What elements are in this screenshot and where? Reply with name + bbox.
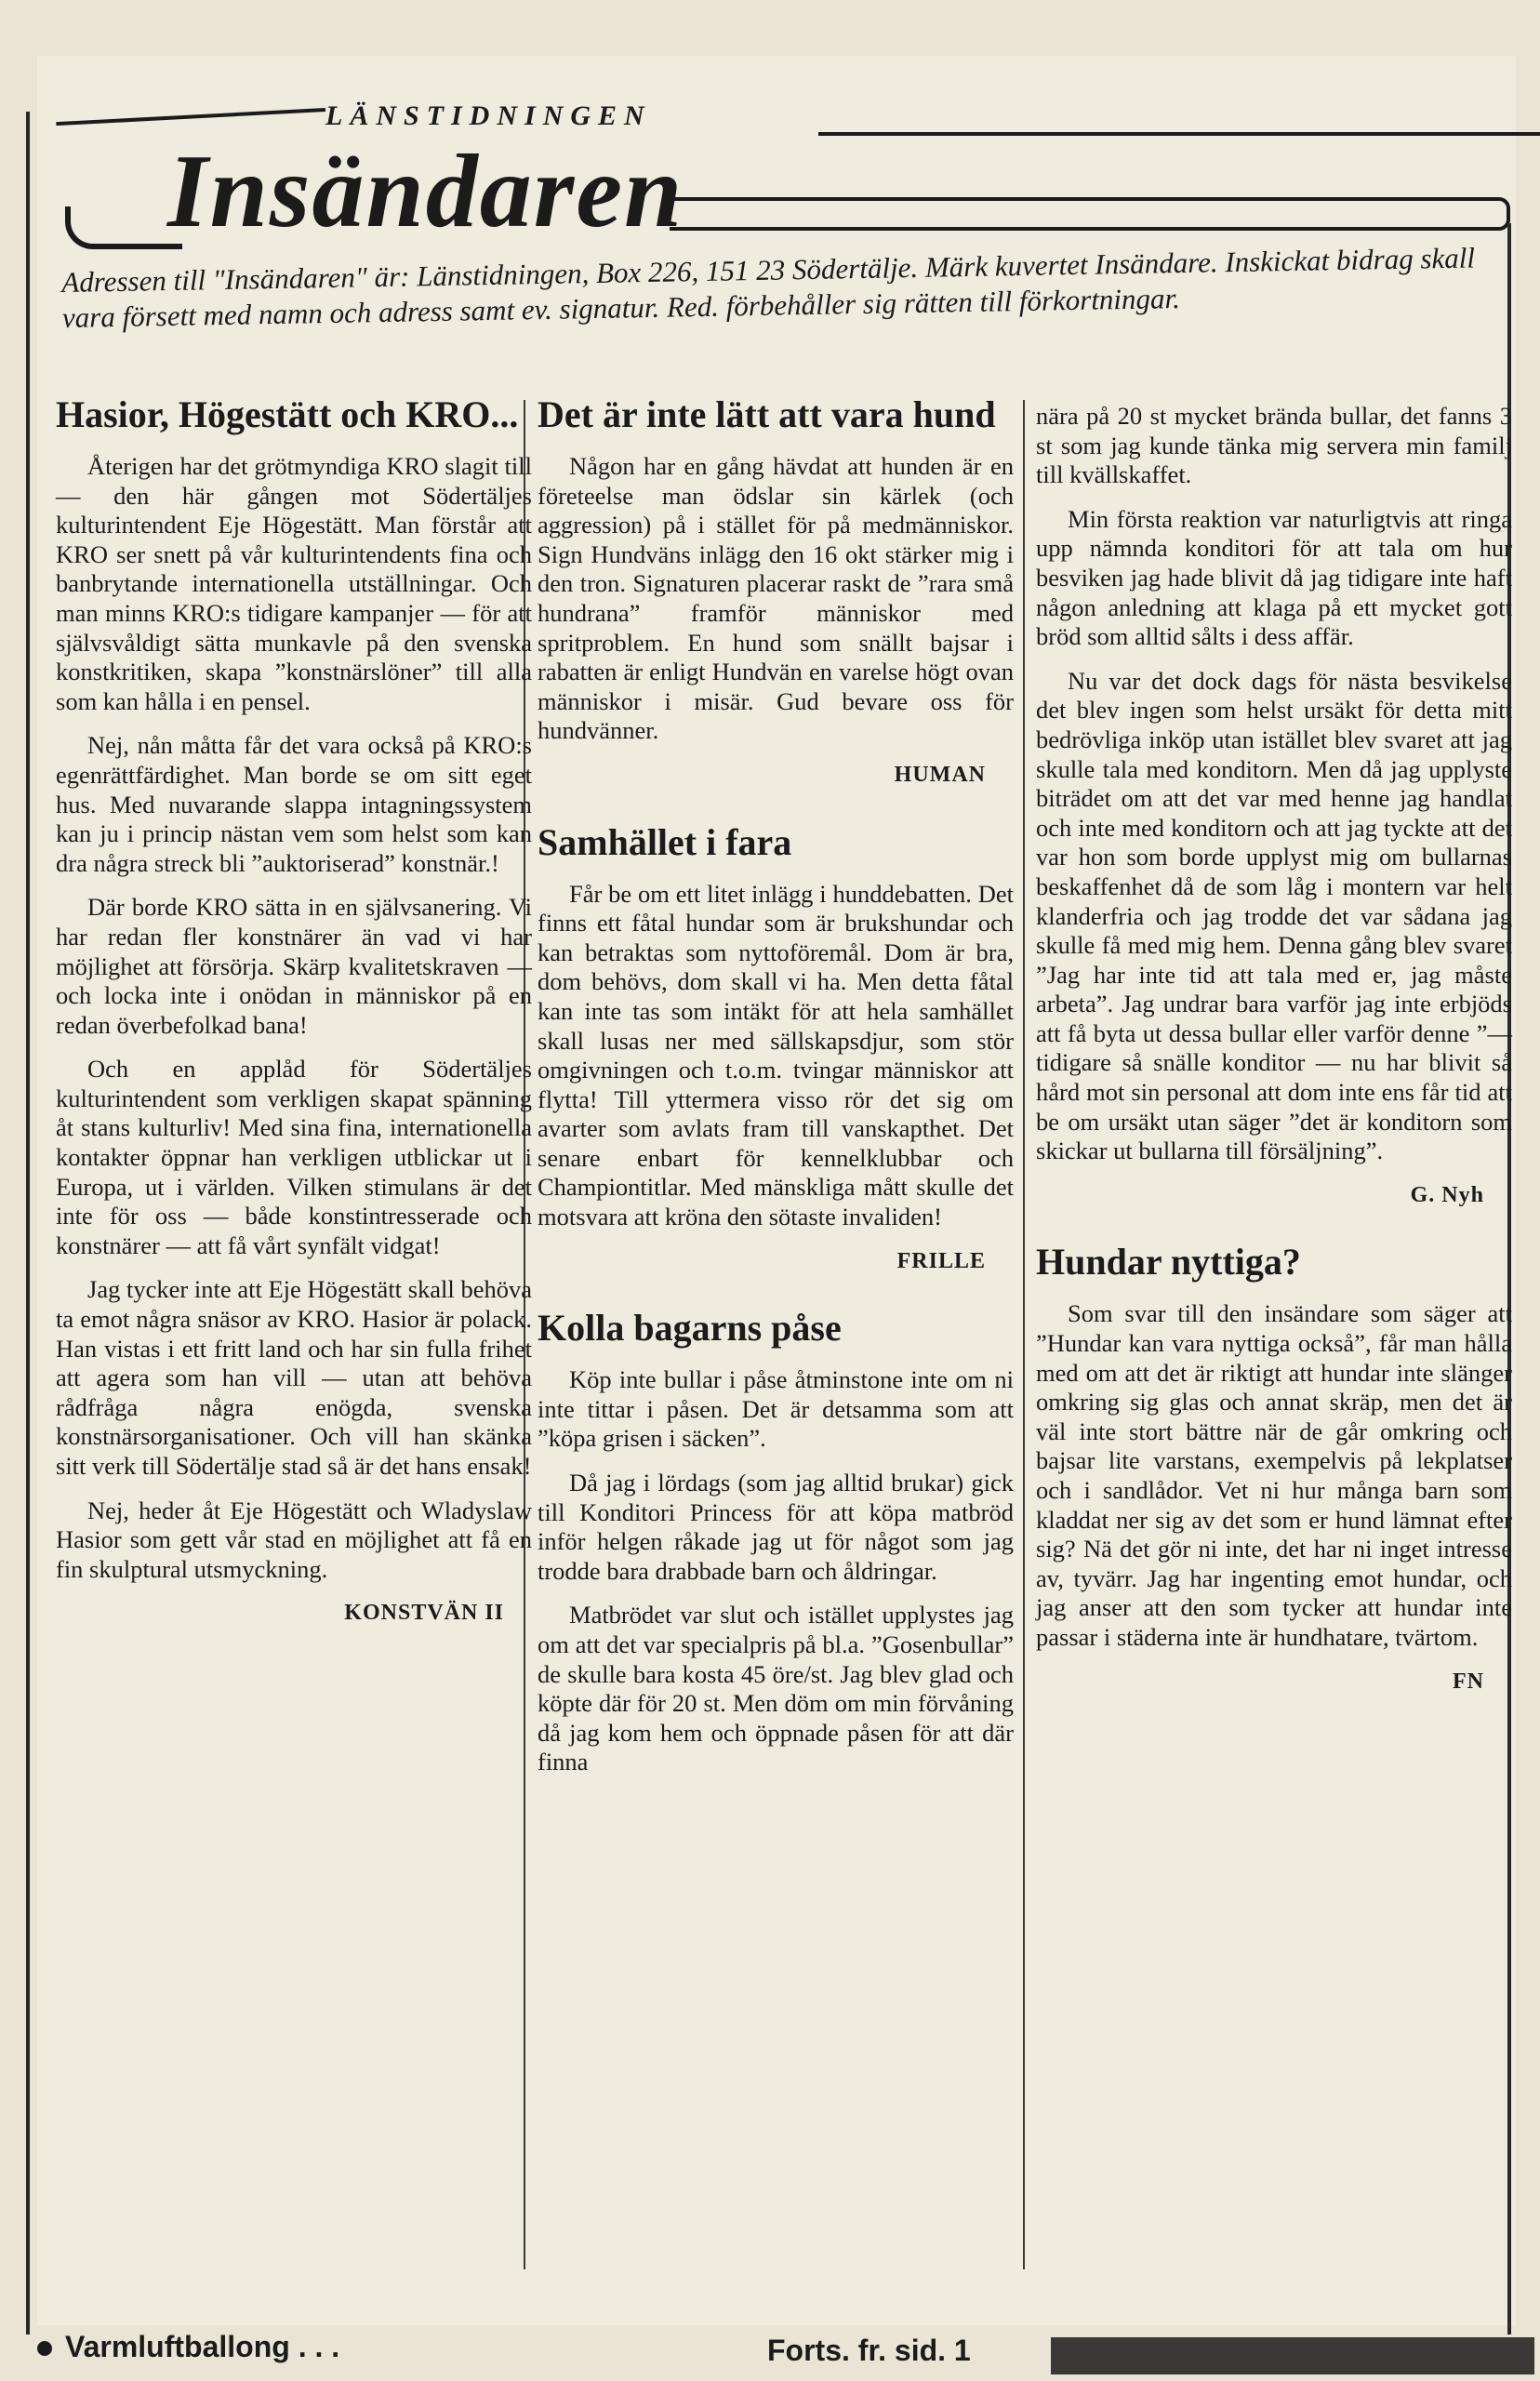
page-edge-shadow xyxy=(1051,2337,1534,2374)
letter-paragraph: Matbrödet var slut och istället upplystes jag om att det var specialpris på bl.a. ”Gosenbullar” de skulle bara kosta 45 öre/st. Jag blev glad och köpte där för 20 st. Men döm om min förvåning då jag kom hem och öppnade påsen för att där finna xyxy=(538,1601,1014,1776)
title-rule-ornament xyxy=(670,197,1510,231)
letter-hasior xyxy=(56,391,532,1629)
letter-bagarns xyxy=(538,1304,1014,1777)
title-swoosh-ornament xyxy=(65,206,182,249)
letter-paragraph: Får be om ett litet inlägg i hunddebatten. Det finns ett fåtal hundar som är brukshundar och kan betraktas som nyttoföremål. Dom är bra, dom behövs, dom skall vi ha. Men detta fåtal kan inte tas som intäkt för att hela samhället skall lusas ner med sällskapsdjur, som stör omgivningen och t.o.m. tvingar människor att flytta! Till yttermera visso rör det sig om avarter som avlats fram till vanskapthet. Det senare enbart för kennelklubbar och Championtitlar. Med mänskliga mått skulle det motsvara att kröna den sötaste invaliden! xyxy=(538,879,1014,1231)
page-footer xyxy=(19,2330,1525,2376)
letter-signature: FN xyxy=(1453,1669,1484,1694)
letter-samhallet xyxy=(538,818,1014,1277)
page-edge-rule xyxy=(26,112,30,2334)
letter-bagarns-continued xyxy=(1036,402,1512,1210)
letter-paragraph: Som svar till den insändare som säger att ”Hundar kan vara nyttiga också”, får man hålla med om att det är riktigt att hundar inte slänger omkring sig glas och annat skräp, men det är väl inte stort bättre när de går omkring och bajsar lite varstans, exempelvis på lekplatser och i sandlådor. Vet ni hur många barn som kladdat ner sig av det som er hund lämnat efter sig? Nä det gör ni inte, det har ni inget intresse av, tyvärr. Jag har ingenting emot hundar, och jag anser att den som tycker att hundar inte passar i städerna inte är hundhatare, tvärtom. xyxy=(1036,1299,1512,1651)
masthead xyxy=(56,37,1525,131)
letter-paragraph: Nu var det dock dags för nästa besvikelse det blev ingen som helst ursäkt för detta mitt bedrövliga inköp utan istället blev svaret att jag skulle tala med konditorn. Men då jag upplyste biträdet om att det var med henne jag handlat och inte med konditorn och att jag tyckte att det var hon som borde upplyst mig om bullarnas beskaffenhet då de som låg i montern var helt klanderfria och jag trodde det var sådana jag skulle få med mig hem. Denna gång blev svaret ”Jag har inte tid att tala med er, jag måste arbeta”. Jag undrar bara varför jag inte erbjöds att få byta ut dessa bullar eller varför denne ”— tidigare så snälle konditor — nu har blivit så hård mot sin personal att dom inte ens får tid att be om ursäkt utan säger ”det är konditorn som skickar ut bullarna till försäljning”. xyxy=(1036,666,1512,1165)
letter-headline: Det är inte lätt att vara hund xyxy=(538,393,996,435)
section-title: Insändaren xyxy=(167,134,684,249)
letter-paragraph: Där borde KRO sätta in en självsanering. Vi har redan fler konstnärer än vad vi har möjlighet att försörja. Skärp kvalitetskraven — och locka inte i onödan in människor på en redan överbefolkad bana! xyxy=(56,893,532,1039)
letter-paragraph: Jag tycker inte att Eje Högestätt skall behöva ta emot några snäsor av KRO. Hasior är polack. Han vistas i ett fritt land och har sin fulla frihet att agera som han vill — utan att behöva rådfråga några enögda, svenska konstnärsorganisationer. Och vill han skänka sitt verk till Södertälje stad så är det hans ensak! xyxy=(56,1275,532,1480)
letter-signature: G. Nyh xyxy=(1410,1182,1484,1207)
letter-headline: Hundar nyttiga? xyxy=(1036,1241,1301,1284)
column-2 xyxy=(538,391,1014,1792)
letter-paragraph: Nej, nån måtta får det vara också på KRO:s egenrättfärdighet. Man borde se om sitt eget hus. Med nuvarande slappa intagningssystem kan ju i princip nästan vem som helst som kan dra några streck bli ”auktoriserad” konstnär.! xyxy=(56,731,532,877)
column-1 xyxy=(56,391,532,1656)
letter-paragraph: Min första reaktion var naturligtvis att ringa upp nämnda konditori för att tala om hur besviken jag hade blivit då jag tidigare inte haft någon anledning att klaga på ett mycket gott bröd som alltid sålts i dess affär. xyxy=(1036,504,1512,651)
letter-paragraph: Köp inte bullar i påse åtminstone inte om ni inte tittar i påsen. Det är detsamma som att ”köpa grisen i säcken”. xyxy=(538,1365,1014,1453)
letter-paragraph: Någon har en gång hävdat att hunden är en företeelse man ödslar sin kärlek (och aggression) på i stället för på medmänniskor. Sign Hundväns inlägg den 16 okt stärker mig i den tron. Signaturen placerar raskt de ”rara små hundrana” framför människor med spritproblem. En hund som snällt bajsar i rabatten är enligt Hundvän en varelse högt ovan människor i misär. Gud bevare oss för hundvänner. xyxy=(538,452,1014,745)
footer-continuation: Forts. fr. sid. 1 xyxy=(767,2334,971,2367)
letter-paragraph: Och en applåd för Södertäljes kulturintendent som verkligen skapat spänning åt stans kulturliv! Med sina fina, internationella kontakter öppnar han verkligen utblickar ut i Europa, ut i världen. Vilken stimulans är det inte för oss — både konstintresserade och konstnärer — att få vårt synfält vidgat! xyxy=(56,1055,532,1259)
letter-headline: Samhället i fara xyxy=(538,820,792,863)
letter-paragraph: nära på 20 st mycket brända bullar, det fanns 3 st som jag kunde tänka mig servera min familj till kvällskaffet. xyxy=(1036,402,1512,489)
paper-name: LÄNSTIDNINGEN xyxy=(325,100,652,131)
letter-signature: FRILLE xyxy=(896,1248,986,1273)
letter-headline: Hasior, Högestätt och KRO... xyxy=(56,393,519,435)
column-divider xyxy=(1023,400,1025,2269)
letter-signature: HUMAN xyxy=(894,762,986,787)
letter-paragraph: Återigen har det grötmyndiga KRO slagit till — den här gången mot Södertäljes kulturintendent Eje Högestätt. Man förstår att KRO ser snett på vår kulturintendents fina och banbrytande internationella utställningar. Och man minns KRO:s tidigare kampanjer — för att självsvåldigt sätta munkavle på den svenska konstkritiken, skapa ”konstnärslöner” till alla som kan hålla i en pensel. xyxy=(56,452,532,715)
letter-paragraph: Då jag i lördags (som jag alltid brukar) gick till Konditori Princess för att köpa matbröd inför helgen råkade jag ut för något som jag trodde bara drabbade barn och åldringar. xyxy=(538,1469,1014,1585)
bullet-icon xyxy=(37,2341,52,2356)
letter-hund xyxy=(538,391,1014,791)
footer-teaser: Varmluftballong . . . xyxy=(65,2330,340,2363)
letter-headline: Kolla bagarns påse xyxy=(538,1307,842,1350)
intro-notice: Adressen till "Insändaren" är: Länstidningen, Box 226, 151 23 Södertälje. Märk kuvertet Insändare. Inskickat bidrag skall vara försett med namn och adress samt ev. signatur. Red. förbehåller sig rätten till förkortningar. xyxy=(61,241,1476,334)
letter-paragraph: Nej, heder åt Eje Högestätt och Wladyslaw Hasior som gett vår stad en möjlighet att få en fin skulptural utsmyckning. xyxy=(56,1496,532,1583)
masthead-rule-right xyxy=(818,132,1540,136)
letter-hundar-nyttiga xyxy=(1036,1238,1512,1696)
letter-signature: KONSTVÄN II xyxy=(344,1601,504,1626)
column-3 xyxy=(1036,402,1512,1724)
